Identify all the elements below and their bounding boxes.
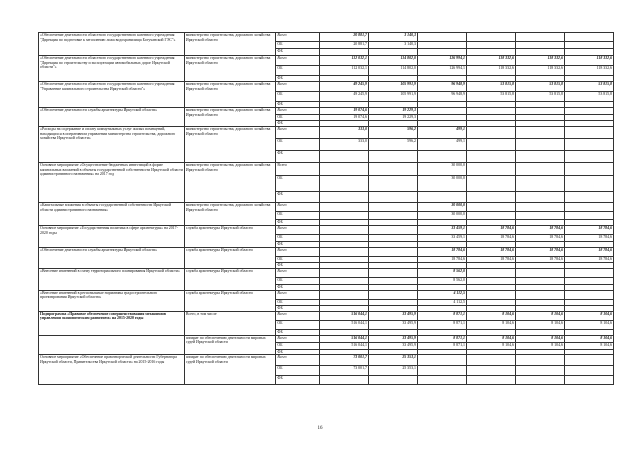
- amount-cell: 105 991,9: [368, 92, 417, 102]
- amount-cell: [417, 192, 466, 203]
- amount-cell: 33 495,9: [368, 320, 417, 329]
- amount-cell: [564, 268, 613, 277]
- amount-cell: [417, 42, 466, 49]
- amount-cell: [564, 192, 613, 203]
- amount-cell: 33 459,1: [417, 226, 466, 235]
- amount-cell: [564, 277, 613, 284]
- amount-cell: 33 495,9: [368, 342, 417, 349]
- amount-cell: [368, 203, 417, 212]
- executor-cell: министерство строительства, дорожного хозяйства Иркутской области: [184, 127, 275, 163]
- amount-cell: [564, 108, 613, 115]
- amount-cell: [515, 33, 564, 42]
- amount-cell: [515, 49, 564, 56]
- amount-cell: [319, 49, 368, 56]
- amount-cell: 49 245,9: [319, 82, 368, 92]
- executor-cell: Всего, в том числе: [184, 311, 275, 335]
- amount-cell: 18 784,6: [515, 256, 564, 262]
- activity-name-cell: Основное мероприятие «Государственная политика в сфере архитектуры» на 2017-2020 годы: [39, 226, 185, 248]
- amount-cell: [368, 212, 417, 220]
- funding-source-cell: ОБ: [276, 277, 320, 284]
- funding-source-cell: Всего: [276, 203, 320, 212]
- funding-source-cell: ФБ: [276, 102, 320, 108]
- amount-cell: 8 871,1: [417, 342, 466, 349]
- activity-name-cell: Подпрограмма «Правовое обеспечение совершенствования механизмов управления экономическим развитием» на 2015-2020 годы: [39, 311, 185, 335]
- amount-cell: 118 332,6: [564, 66, 613, 76]
- amount-cell: 8 104,6: [466, 311, 515, 320]
- page-number: 16: [317, 426, 323, 431]
- activity-name-cell: «Обеспечение деятельности службы архитектуры Иркутской области»: [39, 247, 185, 268]
- amount-cell: 118 332,6: [564, 56, 613, 66]
- amount-cell: 53 815,8: [515, 82, 564, 92]
- activity-name-cell: «Обеспечение деятельности областного государственного казенного учреждения "Дирекция по подготовке к затоплению ложа водохранилища Богучанской ГЭС"»: [39, 33, 185, 56]
- amount-cell: [564, 42, 613, 49]
- amount-cell: 18 784,6: [417, 256, 466, 262]
- funding-source-cell: ФБ: [276, 220, 320, 226]
- executor-cell: министерство строительства, дорожного хозяйства Иркутской области: [184, 33, 275, 56]
- funding-source-cell: Всего: [276, 335, 320, 342]
- executor-cell: министерство строительства, дорожного хозяйства Иркутской области: [184, 82, 275, 108]
- amount-cell: [515, 277, 564, 284]
- funding-source-cell: ФБ: [276, 262, 320, 268]
- amount-cell: 126 994,1: [417, 56, 466, 66]
- funding-source-cell: ОБ: [276, 366, 320, 376]
- amount-cell: [417, 151, 466, 163]
- amount-cell: [319, 376, 368, 385]
- amount-cell: [319, 203, 368, 212]
- amount-cell: 8 871,1: [417, 320, 466, 329]
- table-row: [39, 290, 614, 299]
- amount-cell: 30 000,0: [417, 176, 466, 192]
- amount-cell: 499,1: [417, 127, 466, 139]
- amount-cell: 8 104,6: [466, 342, 515, 349]
- table-row: [39, 226, 614, 235]
- amount-cell: 516 044,1: [319, 342, 368, 349]
- amount-cell: 33 459,1: [417, 235, 466, 242]
- amount-cell: 33 495,9: [368, 311, 417, 320]
- amount-cell: 8 562,0: [417, 277, 466, 284]
- amount-cell: [515, 268, 564, 277]
- amount-cell: 499,1: [417, 139, 466, 151]
- amount-cell: [515, 127, 564, 139]
- table-row: [39, 82, 614, 92]
- amount-cell: [466, 290, 515, 299]
- amount-cell: 73 001,7: [319, 355, 368, 366]
- amount-cell: 18 784,6: [417, 247, 466, 256]
- amount-cell: 8 104,6: [515, 342, 564, 349]
- activity-name-cell: «Обеспечение деятельности областного государственного казенного учреждения "Дирекция по строительству и эксплуатации автомобильных дорог Иркутской области"»: [39, 56, 185, 82]
- amount-cell: 8 104,6: [515, 311, 564, 320]
- executor-cell: аппарат по обеспечению деятельности мировых судей Иркутской области: [184, 335, 275, 355]
- funding-source-cell: ФБ: [276, 121, 320, 127]
- amount-cell: [564, 212, 613, 220]
- amount-cell: 19 074,6: [319, 108, 368, 115]
- amount-cell: 114 802,0: [368, 56, 417, 66]
- funding-source-cell: Всего: [276, 108, 320, 115]
- activity-name-cell: Основное мероприятие «Осуществление бюджетных инвестиций в форме капитальных вложений в объекты государственной собственности Иркутской области административного назначения» на 2017 год: [39, 163, 185, 203]
- amount-cell: [466, 366, 515, 376]
- amount-cell: [564, 127, 613, 139]
- amount-cell: [515, 139, 564, 151]
- amount-cell: 8 562,0: [417, 268, 466, 277]
- amount-cell: 30 000,0: [417, 163, 466, 176]
- funding-source-cell: Всего: [276, 56, 320, 66]
- funding-source-cell: ФБ: [276, 151, 320, 163]
- funding-source-cell: ФБ: [276, 305, 320, 311]
- amount-cell: 8 871,1: [417, 335, 466, 342]
- funding-source-cell: ОБ: [276, 92, 320, 102]
- executor-cell: министерство строительства, дорожного хозяйства Иркутской области: [184, 163, 275, 203]
- amount-cell: [564, 366, 613, 376]
- executor-cell: служба архитектуры Иркутской области: [184, 290, 275, 311]
- amount-cell: 18 784,6: [564, 247, 613, 256]
- amount-cell: 53 815,8: [466, 92, 515, 102]
- funding-source-cell: ОБ: [276, 299, 320, 305]
- amount-cell: [515, 290, 564, 299]
- table-row: [39, 203, 614, 212]
- amount-cell: 30 000,0: [417, 212, 466, 220]
- amount-cell: [368, 49, 417, 56]
- amount-cell: [515, 376, 564, 385]
- amount-cell: 49 245,9: [319, 92, 368, 102]
- amount-cell: [417, 366, 466, 376]
- amount-cell: 118 332,6: [466, 56, 515, 66]
- amount-cell: [466, 33, 515, 42]
- activity-name-cell: «Внесение изменений в схему территориального планирования Иркутской области»: [39, 268, 185, 290]
- funding-source-cell: Всего: [276, 268, 320, 277]
- amount-cell: [515, 163, 564, 176]
- amount-cell: [368, 247, 417, 256]
- activity-name-cell: «Внесение изменений в региональные нормативы градостроительного проектирования Иркутской области»: [39, 290, 185, 311]
- amount-cell: 53 815,8: [564, 82, 613, 92]
- amount-cell: 19 074,6: [319, 115, 368, 121]
- amount-cell: [319, 192, 368, 203]
- amount-cell: [466, 355, 515, 366]
- amount-cell: 18 784,6: [515, 247, 564, 256]
- amount-cell: [319, 226, 368, 235]
- amount-cell: 118 332,6: [515, 66, 564, 76]
- funding-source-cell: ФБ: [276, 49, 320, 56]
- amount-cell: [466, 42, 515, 49]
- amount-cell: 8 104,6: [564, 311, 613, 320]
- amount-cell: [368, 277, 417, 284]
- amount-cell: 8 871,1: [417, 311, 466, 320]
- executor-cell: служба архитектуры Иркутской области: [184, 268, 275, 290]
- amount-cell: [319, 212, 368, 220]
- amount-cell: [368, 226, 417, 235]
- amount-cell: [515, 355, 564, 366]
- amount-cell: [564, 290, 613, 299]
- amount-cell: 18 784,6: [466, 247, 515, 256]
- amount-cell: [466, 268, 515, 277]
- amount-cell: 118 332,6: [515, 56, 564, 66]
- activity-name-cell: «Капитальные вложения в объекты государственной собственности Иркутской области административного назначения»: [39, 203, 185, 226]
- amount-cell: 516 044,1: [319, 311, 368, 320]
- activity-name-cell: [39, 335, 185, 355]
- funding-source-cell: ФБ: [276, 192, 320, 203]
- amount-cell: [319, 151, 368, 163]
- amount-cell: [564, 49, 613, 56]
- amount-cell: [466, 277, 515, 284]
- table-row: [39, 247, 614, 256]
- amount-cell: [466, 127, 515, 139]
- funding-source-cell: Всего: [276, 127, 320, 139]
- funding-source-cell: Всего: [276, 247, 320, 256]
- amount-cell: [417, 33, 466, 42]
- amount-cell: 19 229,3: [368, 115, 417, 121]
- amount-cell: [515, 42, 564, 49]
- activity-name-cell: Основное мероприятие «Обеспечение правотворческой деятельности Губернатора Иркутской области, Правительства Иркутской области» на 2015-2016 годы: [39, 355, 185, 385]
- amount-cell: [319, 277, 368, 284]
- table-row: [39, 355, 614, 366]
- amount-cell: [466, 212, 515, 220]
- funding-source-cell: ОБ: [276, 320, 320, 329]
- amount-cell: 53 815,8: [466, 82, 515, 92]
- amount-cell: [466, 108, 515, 115]
- amount-cell: 25 353,1: [368, 355, 417, 366]
- amount-cell: 596,2: [368, 127, 417, 139]
- funding-source-cell: Всего: [276, 226, 320, 235]
- amount-cell: 18 784,6: [515, 226, 564, 235]
- table-row: [39, 56, 614, 66]
- amount-cell: [466, 176, 515, 192]
- amount-cell: 114 802,0: [368, 66, 417, 76]
- amount-cell: [515, 151, 564, 163]
- funding-source-cell: Всего: [276, 82, 320, 92]
- funding-source-cell: ОБ: [276, 235, 320, 242]
- amount-cell: 4 112,5: [417, 290, 466, 299]
- amount-cell: [319, 176, 368, 192]
- amount-cell: 19 229,3: [368, 108, 417, 115]
- amount-cell: 8 104,6: [466, 335, 515, 342]
- amount-cell: [515, 108, 564, 115]
- amount-cell: 8 104,6: [515, 335, 564, 342]
- executor-cell: служба архитектуры Иркутской области: [184, 247, 275, 268]
- table-row: [39, 268, 614, 277]
- amount-cell: 18 784,6: [564, 256, 613, 262]
- amount-cell: 3 140,3: [368, 33, 417, 42]
- amount-cell: 18 784,6: [515, 235, 564, 242]
- amount-cell: [466, 192, 515, 203]
- amount-cell: [319, 163, 368, 176]
- activity-name-cell: «Обеспечение деятельности областного государственного казенного учреждения "Управление капитального строительства Иркутской области"»: [39, 82, 185, 108]
- amount-cell: [368, 192, 417, 203]
- funding-source-cell: Всего: [276, 355, 320, 366]
- amount-cell: [368, 235, 417, 242]
- amount-cell: [368, 176, 417, 192]
- funding-source-cell: Всего: [276, 290, 320, 299]
- funding-source-cell: ФБ: [276, 329, 320, 335]
- amount-cell: [368, 163, 417, 176]
- amount-cell: 4 112,5: [417, 299, 466, 305]
- amount-cell: [564, 176, 613, 192]
- funding-source-cell: ОБ: [276, 42, 320, 49]
- amount-cell: [466, 151, 515, 163]
- amount-cell: [319, 235, 368, 242]
- funding-source-cell: ОБ: [276, 115, 320, 121]
- amount-cell: 20 881,7: [319, 33, 368, 42]
- amount-cell: [564, 163, 613, 176]
- amount-cell: [417, 355, 466, 366]
- amount-cell: 112 032,1: [319, 56, 368, 66]
- executor-cell: министерство строительства, дорожного хозяйства Иркутской области: [184, 56, 275, 82]
- amount-cell: [368, 290, 417, 299]
- funding-source-cell: ФБ: [276, 242, 320, 248]
- amount-cell: 333,0: [319, 139, 368, 151]
- amount-cell: 18 784,6: [466, 235, 515, 242]
- amount-cell: 8 104,6: [564, 342, 613, 349]
- amount-cell: 118 332,6: [466, 66, 515, 76]
- amount-cell: 18 784,6: [466, 256, 515, 262]
- amount-cell: [417, 108, 466, 115]
- table-row: [39, 127, 614, 139]
- funding-source-cell: Всего: [276, 33, 320, 42]
- amount-cell: 53 815,8: [564, 92, 613, 102]
- amount-cell: [368, 376, 417, 385]
- amount-cell: [564, 376, 613, 385]
- activity-name-cell: «Обеспечение деятельности службы архитектуры Иркутской области»: [39, 108, 185, 127]
- amount-cell: 112 032,1: [319, 66, 368, 76]
- funding-source-cell: ФБ: [276, 76, 320, 82]
- amount-cell: [515, 176, 564, 192]
- budget-table: [38, 32, 614, 385]
- amount-cell: [417, 49, 466, 56]
- executor-cell: аппарат по обеспечению деятельности мировых судей Иркутской области: [184, 355, 275, 385]
- activity-name-cell: «Расходы на содержание и оплату коммунальных услуг жилых помещений, находящихся в оперативном управлении министерства строительства, дорожного хозяйства Иркутской области»: [39, 127, 185, 163]
- table-row: [39, 335, 614, 342]
- amount-cell: [319, 268, 368, 277]
- amount-cell: [564, 139, 613, 151]
- amount-cell: 516 044,1: [319, 335, 368, 342]
- amount-cell: [515, 212, 564, 220]
- executor-cell: министерство строительства, дорожного хозяйства Иркутской области: [184, 108, 275, 127]
- amount-cell: [564, 203, 613, 212]
- table-row: [39, 33, 614, 42]
- funding-source-cell: ОБ: [276, 212, 320, 220]
- amount-cell: [515, 366, 564, 376]
- amount-cell: [368, 268, 417, 277]
- amount-cell: 18 784,6: [564, 226, 613, 235]
- amount-cell: 8 104,6: [564, 320, 613, 329]
- amount-cell: [319, 290, 368, 299]
- amount-cell: [466, 49, 515, 56]
- amount-cell: 8 104,6: [564, 335, 613, 342]
- funding-source-cell: ОБ: [276, 139, 320, 151]
- table-row: [39, 163, 614, 176]
- executor-cell: служба архитектуры Иркутской области: [184, 226, 275, 248]
- amount-cell: [368, 151, 417, 163]
- amount-cell: 96 948,9: [417, 82, 466, 92]
- table-row: [39, 311, 614, 320]
- funding-source-cell: ФБ: [276, 284, 320, 290]
- amount-cell: 25 353,1: [368, 366, 417, 376]
- amount-cell: 30 000,0: [417, 203, 466, 212]
- executor-cell: министерство строительства, дорожного хозяйства Иркутской области: [184, 203, 275, 226]
- table-row: [39, 108, 614, 115]
- funding-source-cell: ОБ: [276, 256, 320, 262]
- funding-source-cell: Всего: [276, 163, 320, 176]
- amount-cell: 516 044,1: [319, 320, 368, 329]
- amount-cell: [466, 376, 515, 385]
- amount-cell: [515, 192, 564, 203]
- amount-cell: 3 140,3: [368, 42, 417, 49]
- funding-source-cell: ФБ: [276, 376, 320, 385]
- amount-cell: [564, 33, 613, 42]
- amount-cell: [564, 151, 613, 163]
- amount-cell: 73 001,7: [319, 366, 368, 376]
- amount-cell: 126 994,1: [417, 66, 466, 76]
- funding-source-cell: ОБ: [276, 342, 320, 349]
- amount-cell: 20 881,7: [319, 42, 368, 49]
- amount-cell: [515, 203, 564, 212]
- amount-cell: 18 784,6: [466, 226, 515, 235]
- amount-cell: [466, 203, 515, 212]
- amount-cell: 105 991,9: [368, 82, 417, 92]
- amount-cell: 333,0: [319, 127, 368, 139]
- amount-cell: [319, 247, 368, 256]
- amount-cell: 8 104,6: [466, 320, 515, 329]
- amount-cell: [417, 376, 466, 385]
- amount-cell: 596,2: [368, 139, 417, 151]
- funding-source-cell: ОБ: [276, 176, 320, 192]
- funding-source-cell: ОБ: [276, 66, 320, 76]
- funding-source-cell: Всего: [276, 311, 320, 320]
- amount-cell: 53 815,8: [515, 92, 564, 102]
- amount-cell: 96 948,9: [417, 92, 466, 102]
- amount-cell: [466, 163, 515, 176]
- funding-source-cell: ФБ: [276, 349, 320, 355]
- amount-cell: [466, 139, 515, 151]
- amount-cell: [564, 355, 613, 366]
- amount-cell: 18 784,6: [564, 235, 613, 242]
- amount-cell: 33 495,9: [368, 335, 417, 342]
- amount-cell: 8 104,6: [515, 320, 564, 329]
